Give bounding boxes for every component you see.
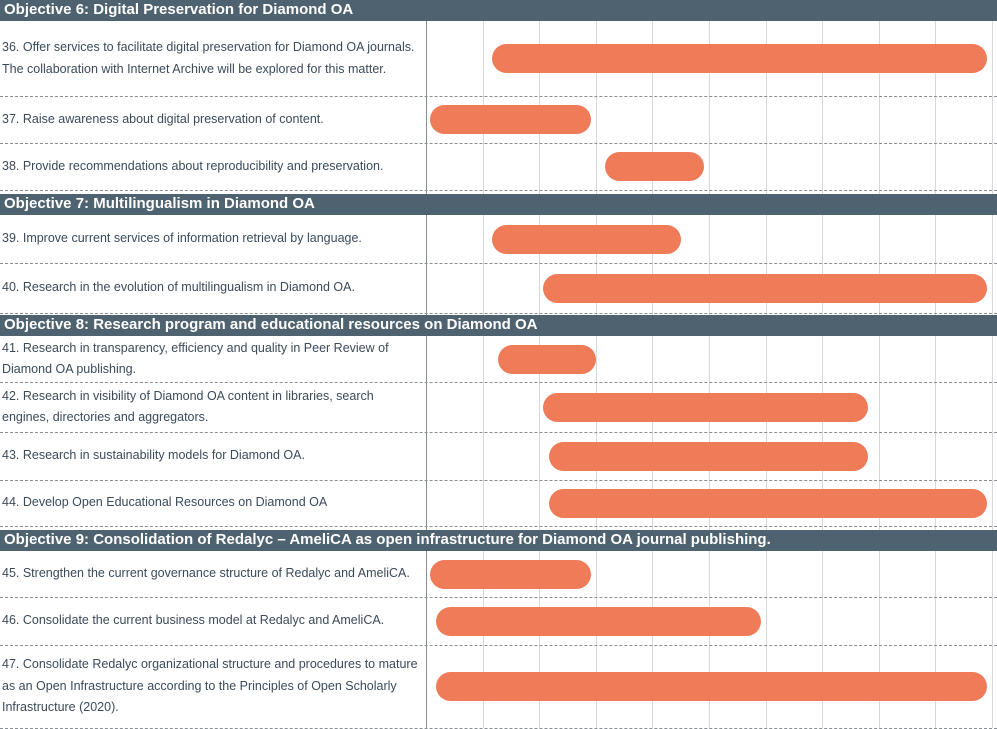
task-label-text: 44. Develop Open Educational Resources on Diamond OA (2, 495, 328, 510)
task-label-text: 43. Research in sustainability models for Diamond OA. (2, 448, 305, 463)
task-label (2, 21, 424, 96)
task-label (2, 432, 424, 480)
task-label-text: 45. Strengthen the current governance structure of Redalyc and AmeliCA. (2, 566, 410, 581)
row-divider (0, 313, 997, 314)
task-bar (436, 672, 987, 701)
task-label-text: 38. Provide recommendations about reproducibility and preservation. (2, 158, 384, 173)
task-label (2, 645, 424, 728)
timeline-gridline (879, 0, 880, 728)
timeline-gridline (766, 0, 767, 728)
task-label-text: 36. Offer services to facilitate digital preservation for Diamond OA journals. The collaboration with Internet Archive will be explored for this matter. (2, 40, 415, 76)
task-bar (430, 560, 591, 589)
task-label (2, 336, 424, 382)
task-bar (543, 274, 987, 303)
task-label-text: 37. Raise awareness about digital preservation of content. (2, 111, 324, 126)
task-label-text: 39. Improve current services of information retrieval by language. (2, 231, 362, 246)
task-bar (492, 225, 681, 254)
task-bar (543, 393, 868, 422)
label-column-divider (426, 0, 427, 728)
row-divider (0, 526, 997, 527)
objective-header: Objective 9: Consolidation of Redalyc – AmeliCA as open infrastructure for Diamond OA journal publishing. (0, 530, 997, 551)
task-bar (498, 345, 597, 374)
task-label (2, 263, 424, 313)
timeline-gridline (935, 0, 936, 728)
task-bar (436, 607, 761, 636)
task-label (2, 143, 424, 190)
timeline-gridline (822, 0, 823, 728)
task-label-text: 42. Research in visibility of Diamond OA content in libraries, search engines, directories and aggregators. (2, 388, 374, 424)
task-bar (430, 105, 591, 134)
row-divider (0, 190, 997, 191)
task-label (2, 96, 424, 143)
task-label (2, 551, 424, 597)
task-label (2, 597, 424, 645)
task-label-text: 41. Research in transparency, efficiency and quality in Peer Review of Diamond OA publishing. (2, 340, 389, 376)
task-bar (605, 152, 704, 181)
task-label (2, 480, 424, 526)
task-label-text: 40. Research in the evolution of multilingualism in Diamond OA. (2, 280, 355, 295)
task-bar (492, 44, 987, 73)
task-bar (549, 489, 987, 518)
task-label (2, 215, 424, 263)
objective-header: Objective 7: Multilingualism in Diamond OA (0, 194, 997, 215)
task-bar (549, 442, 868, 471)
objective-header: Objective 8: Research program and educational resources on Diamond OA (0, 315, 997, 336)
timeline-gridline (992, 0, 993, 728)
task-label-text: 47. Consolidate Redalyc organizational structure and procedures to mature as an Open Infrastructure according to the Principles of Open Scholarly Infrastructure (2020). (2, 657, 418, 715)
task-label-text: 46. Consolidate the current business model at Redalyc and AmeliCA. (2, 613, 385, 628)
objective-header: Objective 6: Digital Preservation for Diamond OA (0, 0, 997, 21)
task-label (2, 382, 424, 432)
